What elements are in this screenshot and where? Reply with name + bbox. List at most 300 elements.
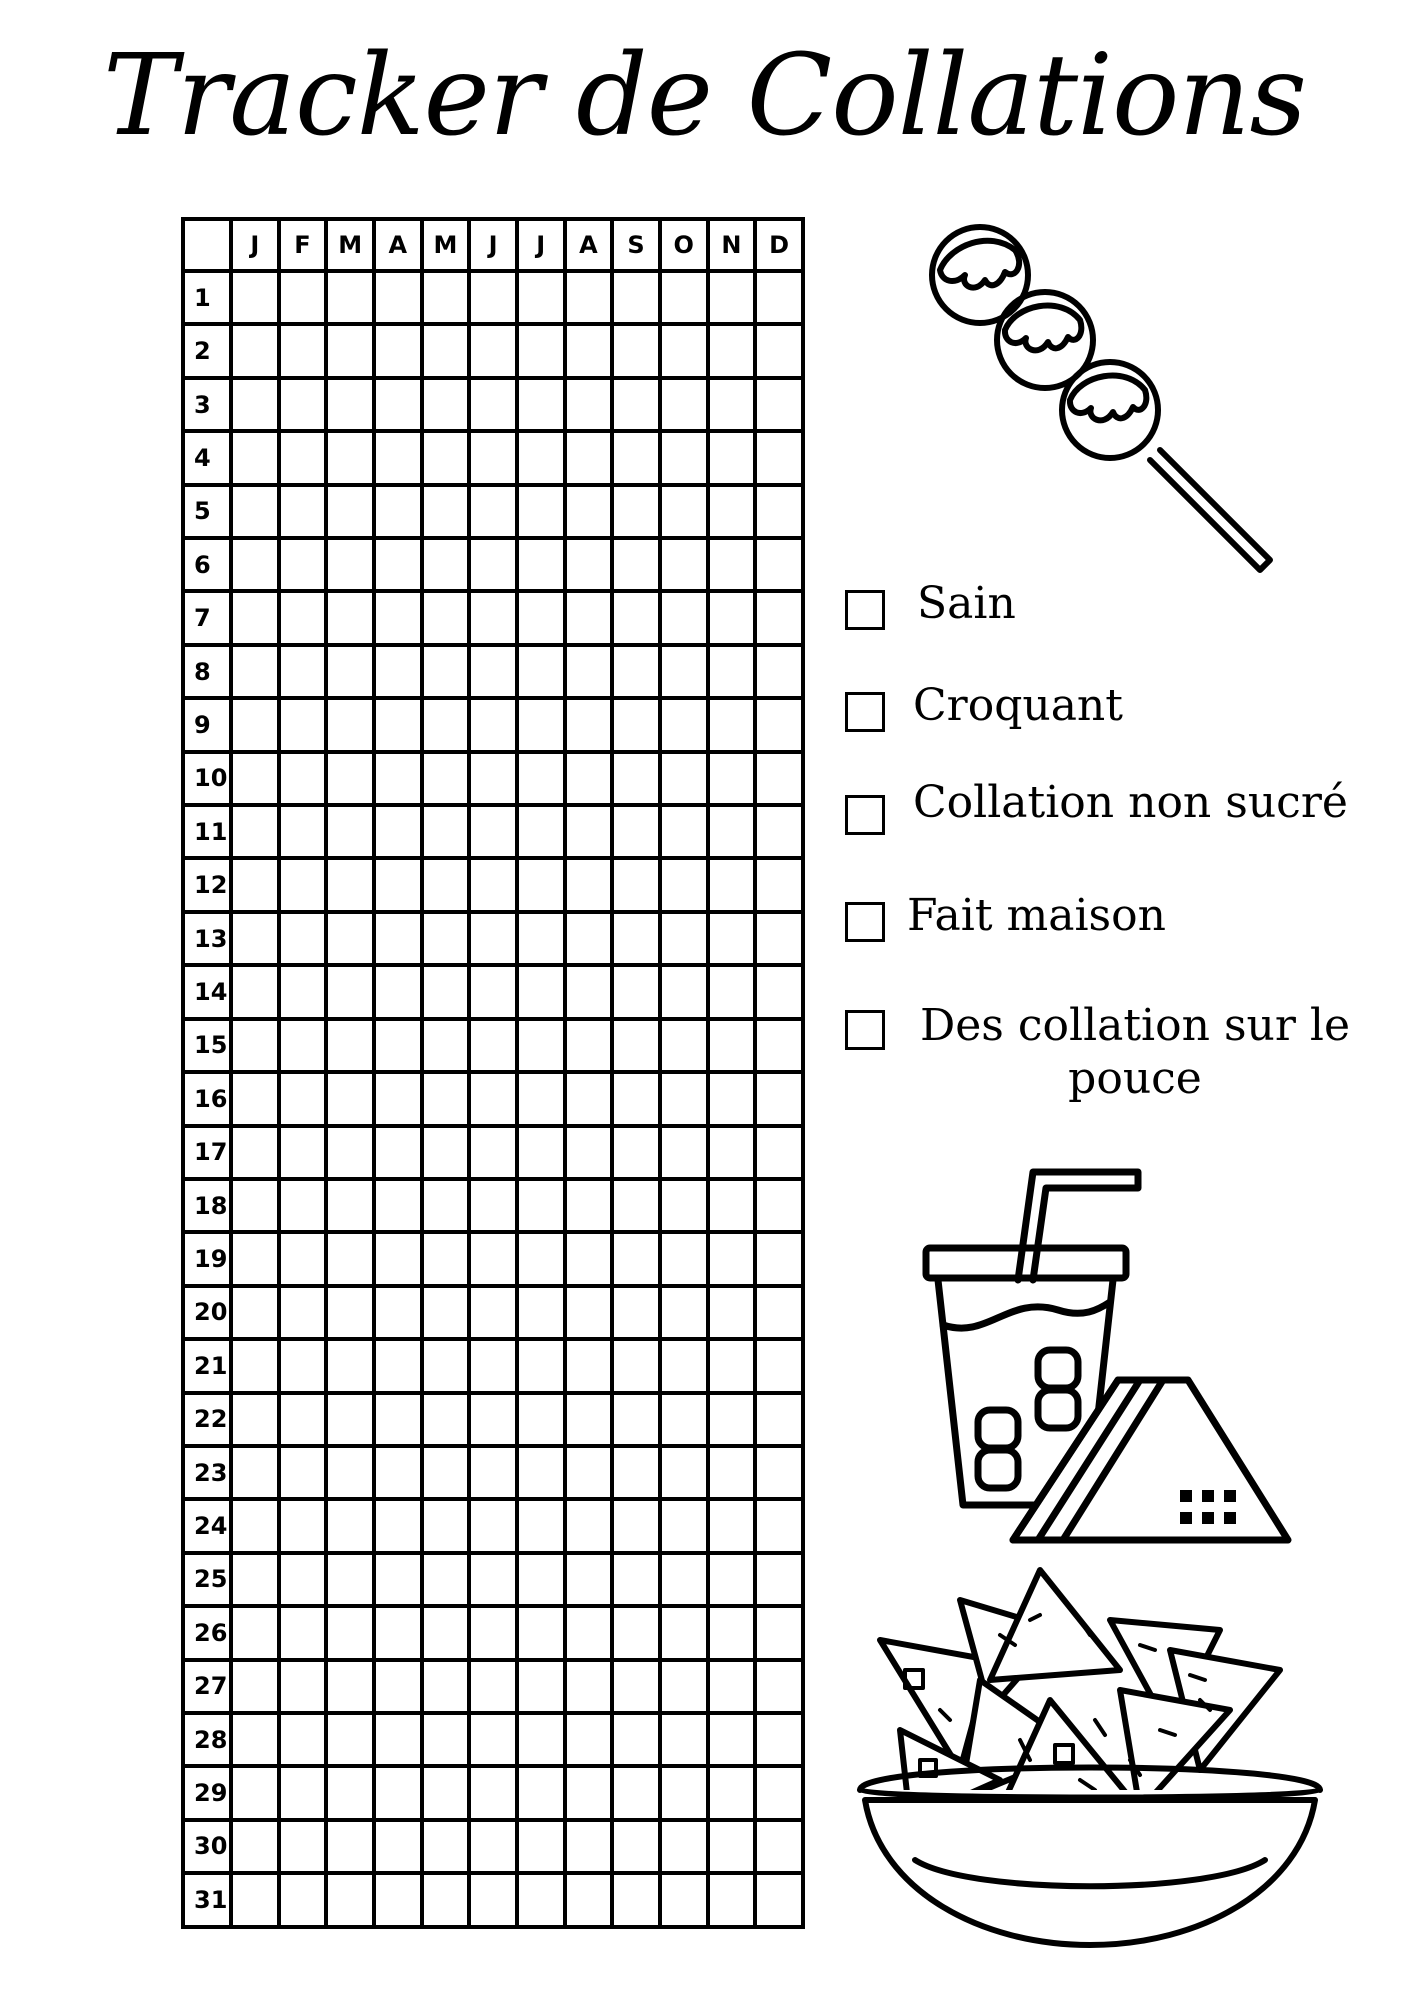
tracker-cell[interactable] [231,1606,279,1659]
tracker-cell[interactable] [326,1019,374,1072]
tracker-cell[interactable] [469,1286,517,1339]
tracker-cell[interactable] [422,1339,470,1392]
tracker-cell[interactable] [565,431,613,484]
tracker-cell[interactable] [374,324,422,377]
tracker-cell[interactable] [422,1072,470,1125]
tracker-cell[interactable] [660,1232,708,1285]
tracker-cell[interactable] [231,378,279,431]
tracker-cell[interactable] [326,1393,374,1446]
tracker-cell[interactable] [231,1766,279,1819]
tracker-cell[interactable] [326,485,374,538]
tracker-cell[interactable] [708,1499,756,1552]
legend-item-non-sucre[interactable] [845,777,1385,835]
tracker-cell[interactable] [660,965,708,1018]
checkbox[interactable] [845,902,885,942]
tracker-cell[interactable] [708,965,756,1018]
tracker-cell[interactable] [374,912,422,965]
tracker-cell[interactable] [565,1499,613,1552]
tracker-cell[interactable] [755,805,803,858]
tracker-cell[interactable] [469,378,517,431]
tracker-cell[interactable] [660,1553,708,1606]
tracker-cell[interactable] [469,965,517,1018]
tracker-cell[interactable] [612,645,660,698]
tracker-cell[interactable] [708,1820,756,1873]
tracker-cell[interactable] [374,805,422,858]
tracker-cell[interactable] [755,1179,803,1232]
tracker-cell[interactable] [231,1393,279,1446]
tracker-cell[interactable] [326,1499,374,1552]
tracker-cell[interactable] [612,1393,660,1446]
tracker-cell[interactable] [231,1179,279,1232]
tracker-cell[interactable] [374,1499,422,1552]
tracker-cell[interactable] [279,1713,327,1766]
tracker-cell[interactable] [755,752,803,805]
tracker-cell[interactable] [517,1126,565,1179]
tracker-cell[interactable] [374,538,422,591]
tracker-cell[interactable] [612,1072,660,1125]
tracker-cell[interactable] [326,1286,374,1339]
tracker-cell[interactable] [708,645,756,698]
tracker-cell[interactable] [708,698,756,751]
tracker-cell[interactable] [231,431,279,484]
tracker-cell[interactable] [517,965,565,1018]
tracker-cell[interactable] [708,1873,756,1927]
tracker-cell[interactable] [612,1873,660,1927]
tracker-cell[interactable] [374,698,422,751]
tracker-cell[interactable] [279,378,327,431]
tracker-cell[interactable] [422,645,470,698]
tracker-cell[interactable] [231,1232,279,1285]
tracker-cell[interactable] [517,858,565,911]
tracker-cell[interactable] [660,1606,708,1659]
tracker-cell[interactable] [517,1873,565,1927]
tracker-cell[interactable] [517,271,565,324]
tracker-cell[interactable] [231,591,279,644]
tracker-cell[interactable] [517,324,565,377]
tracker-cell[interactable] [517,431,565,484]
tracker-cell[interactable] [374,378,422,431]
tracker-cell[interactable] [374,485,422,538]
tracker-cell[interactable] [422,378,470,431]
tracker-cell[interactable] [374,1660,422,1713]
tracker-cell[interactable] [565,1553,613,1606]
tracker-cell[interactable] [231,1019,279,1072]
tracker-cell[interactable] [469,1713,517,1766]
tracker-cell[interactable] [565,1660,613,1713]
tracker-cell[interactable] [279,805,327,858]
tracker-cell[interactable] [565,1286,613,1339]
tracker-cell[interactable] [708,1713,756,1766]
tracker-cell[interactable] [708,912,756,965]
tracker-cell[interactable] [326,538,374,591]
tracker-cell[interactable] [565,1820,613,1873]
tracker-cell[interactable] [660,271,708,324]
checkbox[interactable] [845,795,885,835]
tracker-cell[interactable] [231,645,279,698]
tracker-cell[interactable] [374,591,422,644]
tracker-cell[interactable] [612,271,660,324]
tracker-cell[interactable] [565,591,613,644]
tracker-cell[interactable] [517,1499,565,1552]
tracker-cell[interactable] [708,271,756,324]
tracker-cell[interactable] [422,538,470,591]
tracker-cell[interactable] [326,431,374,484]
tracker-cell[interactable] [374,645,422,698]
tracker-cell[interactable] [565,271,613,324]
tracker-cell[interactable] [612,752,660,805]
tracker-cell[interactable] [326,1232,374,1285]
tracker-cell[interactable] [660,378,708,431]
tracker-cell[interactable] [612,485,660,538]
tracker-cell[interactable] [565,378,613,431]
legend-item-fait-maison[interactable] [845,890,1385,943]
tracker-cell[interactable] [565,752,613,805]
tracker-cell[interactable] [231,1126,279,1179]
tracker-cell[interactable] [279,645,327,698]
tracker-cell[interactable] [755,1446,803,1499]
tracker-cell[interactable] [660,1499,708,1552]
tracker-cell[interactable] [374,1606,422,1659]
tracker-cell[interactable] [708,1606,756,1659]
tracker-cell[interactable] [279,1446,327,1499]
tracker-cell[interactable] [755,1072,803,1125]
tracker-cell[interactable] [517,1713,565,1766]
tracker-cell[interactable] [517,1286,565,1339]
tracker-cell[interactable] [612,698,660,751]
tracker-cell[interactable] [708,591,756,644]
tracker-cell[interactable] [565,1019,613,1072]
tracker-cell[interactable] [469,645,517,698]
tracker-cell[interactable] [612,1660,660,1713]
tracker-cell[interactable] [660,485,708,538]
tracker-cell[interactable] [326,1820,374,1873]
tracker-cell[interactable] [612,1126,660,1179]
tracker-cell[interactable] [612,1286,660,1339]
tracker-cell[interactable] [755,698,803,751]
tracker-cell[interactable] [326,1339,374,1392]
tracker-cell[interactable] [279,858,327,911]
tracker-cell[interactable] [374,1232,422,1285]
tracker-cell[interactable] [565,1179,613,1232]
tracker-cell[interactable] [612,1713,660,1766]
tracker-cell[interactable] [422,1606,470,1659]
tracker-cell[interactable] [708,1232,756,1285]
tracker-cell[interactable] [612,858,660,911]
tracker-cell[interactable] [374,1126,422,1179]
tracker-cell[interactable] [660,1126,708,1179]
tracker-cell[interactable] [708,1660,756,1713]
tracker-cell[interactable] [517,1339,565,1392]
checkbox[interactable] [845,692,885,732]
tracker-cell[interactable] [660,698,708,751]
tracker-cell[interactable] [422,591,470,644]
tracker-cell[interactable] [422,1766,470,1819]
tracker-cell[interactable] [231,1446,279,1499]
tracker-cell[interactable] [469,485,517,538]
tracker-cell[interactable] [374,1286,422,1339]
tracker-cell[interactable] [517,485,565,538]
tracker-cell[interactable] [708,1019,756,1072]
tracker-cell[interactable] [326,1553,374,1606]
tracker-cell[interactable] [422,1713,470,1766]
tracker-cell[interactable] [422,1553,470,1606]
tracker-cell[interactable] [422,1660,470,1713]
tracker-cell[interactable] [279,271,327,324]
tracker-cell[interactable] [755,965,803,1018]
tracker-cell[interactable] [755,1553,803,1606]
tracker-cell[interactable] [469,591,517,644]
tracker-cell[interactable] [612,1820,660,1873]
tracker-cell[interactable] [565,805,613,858]
tracker-cell[interactable] [469,698,517,751]
tracker-cell[interactable] [660,1072,708,1125]
tracker-cell[interactable] [469,1873,517,1927]
tracker-cell[interactable] [279,1019,327,1072]
tracker-cell[interactable] [279,431,327,484]
tracker-cell[interactable] [326,1766,374,1819]
tracker-cell[interactable] [326,378,374,431]
tracker-cell[interactable] [231,1339,279,1392]
tracker-cell[interactable] [612,1606,660,1659]
tracker-cell[interactable] [422,324,470,377]
tracker-cell[interactable] [565,1766,613,1819]
tracker-cell[interactable] [374,752,422,805]
tracker-cell[interactable] [708,378,756,431]
tracker-cell[interactable] [231,858,279,911]
tracker-cell[interactable] [469,912,517,965]
tracker-cell[interactable] [565,645,613,698]
tracker-cell[interactable] [231,965,279,1018]
checkbox[interactable] [845,590,885,630]
tracker-cell[interactable] [565,1873,613,1927]
tracker-cell[interactable] [517,912,565,965]
tracker-cell[interactable] [517,1660,565,1713]
tracker-cell[interactable] [374,1446,422,1499]
tracker-cell[interactable] [755,1286,803,1339]
tracker-cell[interactable] [279,1072,327,1125]
tracker-cell[interactable] [279,965,327,1018]
tracker-cell[interactable] [231,324,279,377]
tracker-cell[interactable] [231,1820,279,1873]
tracker-cell[interactable] [422,1499,470,1552]
tracker-cell[interactable] [660,1820,708,1873]
tracker-cell[interactable] [708,1179,756,1232]
tracker-cell[interactable] [469,1606,517,1659]
tracker-cell[interactable] [422,698,470,751]
tracker-cell[interactable] [231,1286,279,1339]
tracker-cell[interactable] [469,1072,517,1125]
tracker-cell[interactable] [326,912,374,965]
tracker-cell[interactable] [326,1072,374,1125]
tracker-cell[interactable] [708,805,756,858]
tracker-cell[interactable] [422,965,470,1018]
tracker-cell[interactable] [517,752,565,805]
tracker-cell[interactable] [660,1713,708,1766]
tracker-cell[interactable] [422,912,470,965]
tracker-cell[interactable] [660,1766,708,1819]
tracker-cell[interactable] [517,1820,565,1873]
tracker-cell[interactable] [612,1019,660,1072]
tracker-cell[interactable] [612,912,660,965]
tracker-cell[interactable] [279,1286,327,1339]
tracker-cell[interactable] [279,1339,327,1392]
tracker-cell[interactable] [279,752,327,805]
tracker-cell[interactable] [612,591,660,644]
tracker-cell[interactable] [565,1446,613,1499]
tracker-cell[interactable] [708,1553,756,1606]
tracker-cell[interactable] [612,1499,660,1552]
checkbox[interactable] [845,1010,885,1050]
tracker-cell[interactable] [469,1553,517,1606]
tracker-cell[interactable] [469,1766,517,1819]
tracker-cell[interactable] [422,1820,470,1873]
tracker-cell[interactable] [517,1072,565,1125]
tracker-cell[interactable] [279,1179,327,1232]
tracker-cell[interactable] [374,1766,422,1819]
tracker-cell[interactable] [469,1393,517,1446]
tracker-cell[interactable] [755,1606,803,1659]
tracker-cell[interactable] [755,858,803,911]
tracker-cell[interactable] [469,752,517,805]
tracker-cell[interactable] [279,912,327,965]
tracker-cell[interactable] [612,1553,660,1606]
tracker-cell[interactable] [755,1713,803,1766]
tracker-cell[interactable] [279,698,327,751]
tracker-cell[interactable] [374,1820,422,1873]
tracker-cell[interactable] [326,752,374,805]
tracker-cell[interactable] [612,1232,660,1285]
tracker-cell[interactable] [374,965,422,1018]
tracker-cell[interactable] [374,1019,422,1072]
tracker-cell[interactable] [517,591,565,644]
tracker-cell[interactable] [660,1019,708,1072]
tracker-cell[interactable] [374,1873,422,1927]
tracker-cell[interactable] [422,752,470,805]
tracker-cell[interactable] [517,698,565,751]
tracker-cell[interactable] [279,1606,327,1659]
tracker-cell[interactable] [279,591,327,644]
tracker-cell[interactable] [565,538,613,591]
tracker-cell[interactable] [660,1286,708,1339]
tracker-cell[interactable] [612,431,660,484]
tracker-cell[interactable] [326,805,374,858]
tracker-cell[interactable] [374,271,422,324]
tracker-cell[interactable] [326,858,374,911]
tracker-cell[interactable] [326,271,374,324]
tracker-cell[interactable] [565,912,613,965]
tracker-cell[interactable] [517,378,565,431]
tracker-cell[interactable] [708,752,756,805]
tracker-cell[interactable] [565,1126,613,1179]
tracker-cell[interactable] [326,1660,374,1713]
tracker-cell[interactable] [326,1126,374,1179]
tracker-cell[interactable] [279,1126,327,1179]
tracker-cell[interactable] [708,1393,756,1446]
tracker-cell[interactable] [422,805,470,858]
tracker-cell[interactable] [755,1660,803,1713]
tracker-cell[interactable] [279,324,327,377]
tracker-cell[interactable] [660,1393,708,1446]
tracker-cell[interactable] [469,431,517,484]
tracker-cell[interactable] [565,965,613,1018]
tracker-cell[interactable] [231,912,279,965]
tracker-cell[interactable] [708,538,756,591]
legend-item-sain[interactable] [845,578,1385,631]
legend-item-croquant[interactable] [845,680,1385,733]
tracker-cell[interactable] [708,1126,756,1179]
tracker-cell[interactable] [469,1499,517,1552]
tracker-cell[interactable] [279,1553,327,1606]
tracker-cell[interactable] [279,1820,327,1873]
tracker-cell[interactable] [660,1660,708,1713]
tracker-cell[interactable] [279,538,327,591]
tracker-cell[interactable] [755,1820,803,1873]
tracker-cell[interactable] [469,271,517,324]
tracker-cell[interactable] [660,591,708,644]
tracker-cell[interactable] [565,858,613,911]
tracker-cell[interactable] [755,538,803,591]
tracker-cell[interactable] [565,1713,613,1766]
tracker-cell[interactable] [708,1766,756,1819]
tracker-cell[interactable] [231,1072,279,1125]
tracker-cell[interactable] [231,805,279,858]
tracker-cell[interactable] [755,1126,803,1179]
tracker-cell[interactable] [326,324,374,377]
tracker-cell[interactable] [422,1126,470,1179]
tracker-cell[interactable] [708,431,756,484]
tracker-cell[interactable] [660,805,708,858]
tracker-cell[interactable] [565,1393,613,1446]
tracker-cell[interactable] [708,324,756,377]
tracker-cell[interactable] [708,1446,756,1499]
tracker-cell[interactable] [326,1713,374,1766]
tracker-cell[interactable] [374,1713,422,1766]
tracker-cell[interactable] [279,1766,327,1819]
tracker-cell[interactable] [326,965,374,1018]
tracker-cell[interactable] [326,1179,374,1232]
tracker-cell[interactable] [708,858,756,911]
tracker-cell[interactable] [231,1553,279,1606]
tracker-cell[interactable] [422,1019,470,1072]
tracker-cell[interactable] [279,1499,327,1552]
tracker-cell[interactable] [422,1446,470,1499]
tracker-cell[interactable] [660,1873,708,1927]
tracker-cell[interactable] [755,1393,803,1446]
tracker-cell[interactable] [422,1286,470,1339]
tracker-cell[interactable] [565,1339,613,1392]
tracker-cell[interactable] [517,1393,565,1446]
tracker-cell[interactable] [565,1606,613,1659]
tracker-cell[interactable] [326,698,374,751]
tracker-cell[interactable] [326,591,374,644]
tracker-cell[interactable] [612,1339,660,1392]
tracker-cell[interactable] [612,1766,660,1819]
tracker-cell[interactable] [612,805,660,858]
tracker-cell[interactable] [565,698,613,751]
tracker-cell[interactable] [469,1179,517,1232]
tracker-cell[interactable] [422,271,470,324]
tracker-cell[interactable] [565,1232,613,1285]
tracker-cell[interactable] [231,1713,279,1766]
tracker-cell[interactable] [422,1393,470,1446]
tracker-cell[interactable] [469,1820,517,1873]
tracker-cell[interactable] [469,324,517,377]
tracker-cell[interactable] [755,431,803,484]
tracker-cell[interactable] [755,324,803,377]
tracker-cell[interactable] [469,1019,517,1072]
tracker-cell[interactable] [374,1339,422,1392]
tracker-cell[interactable] [660,538,708,591]
